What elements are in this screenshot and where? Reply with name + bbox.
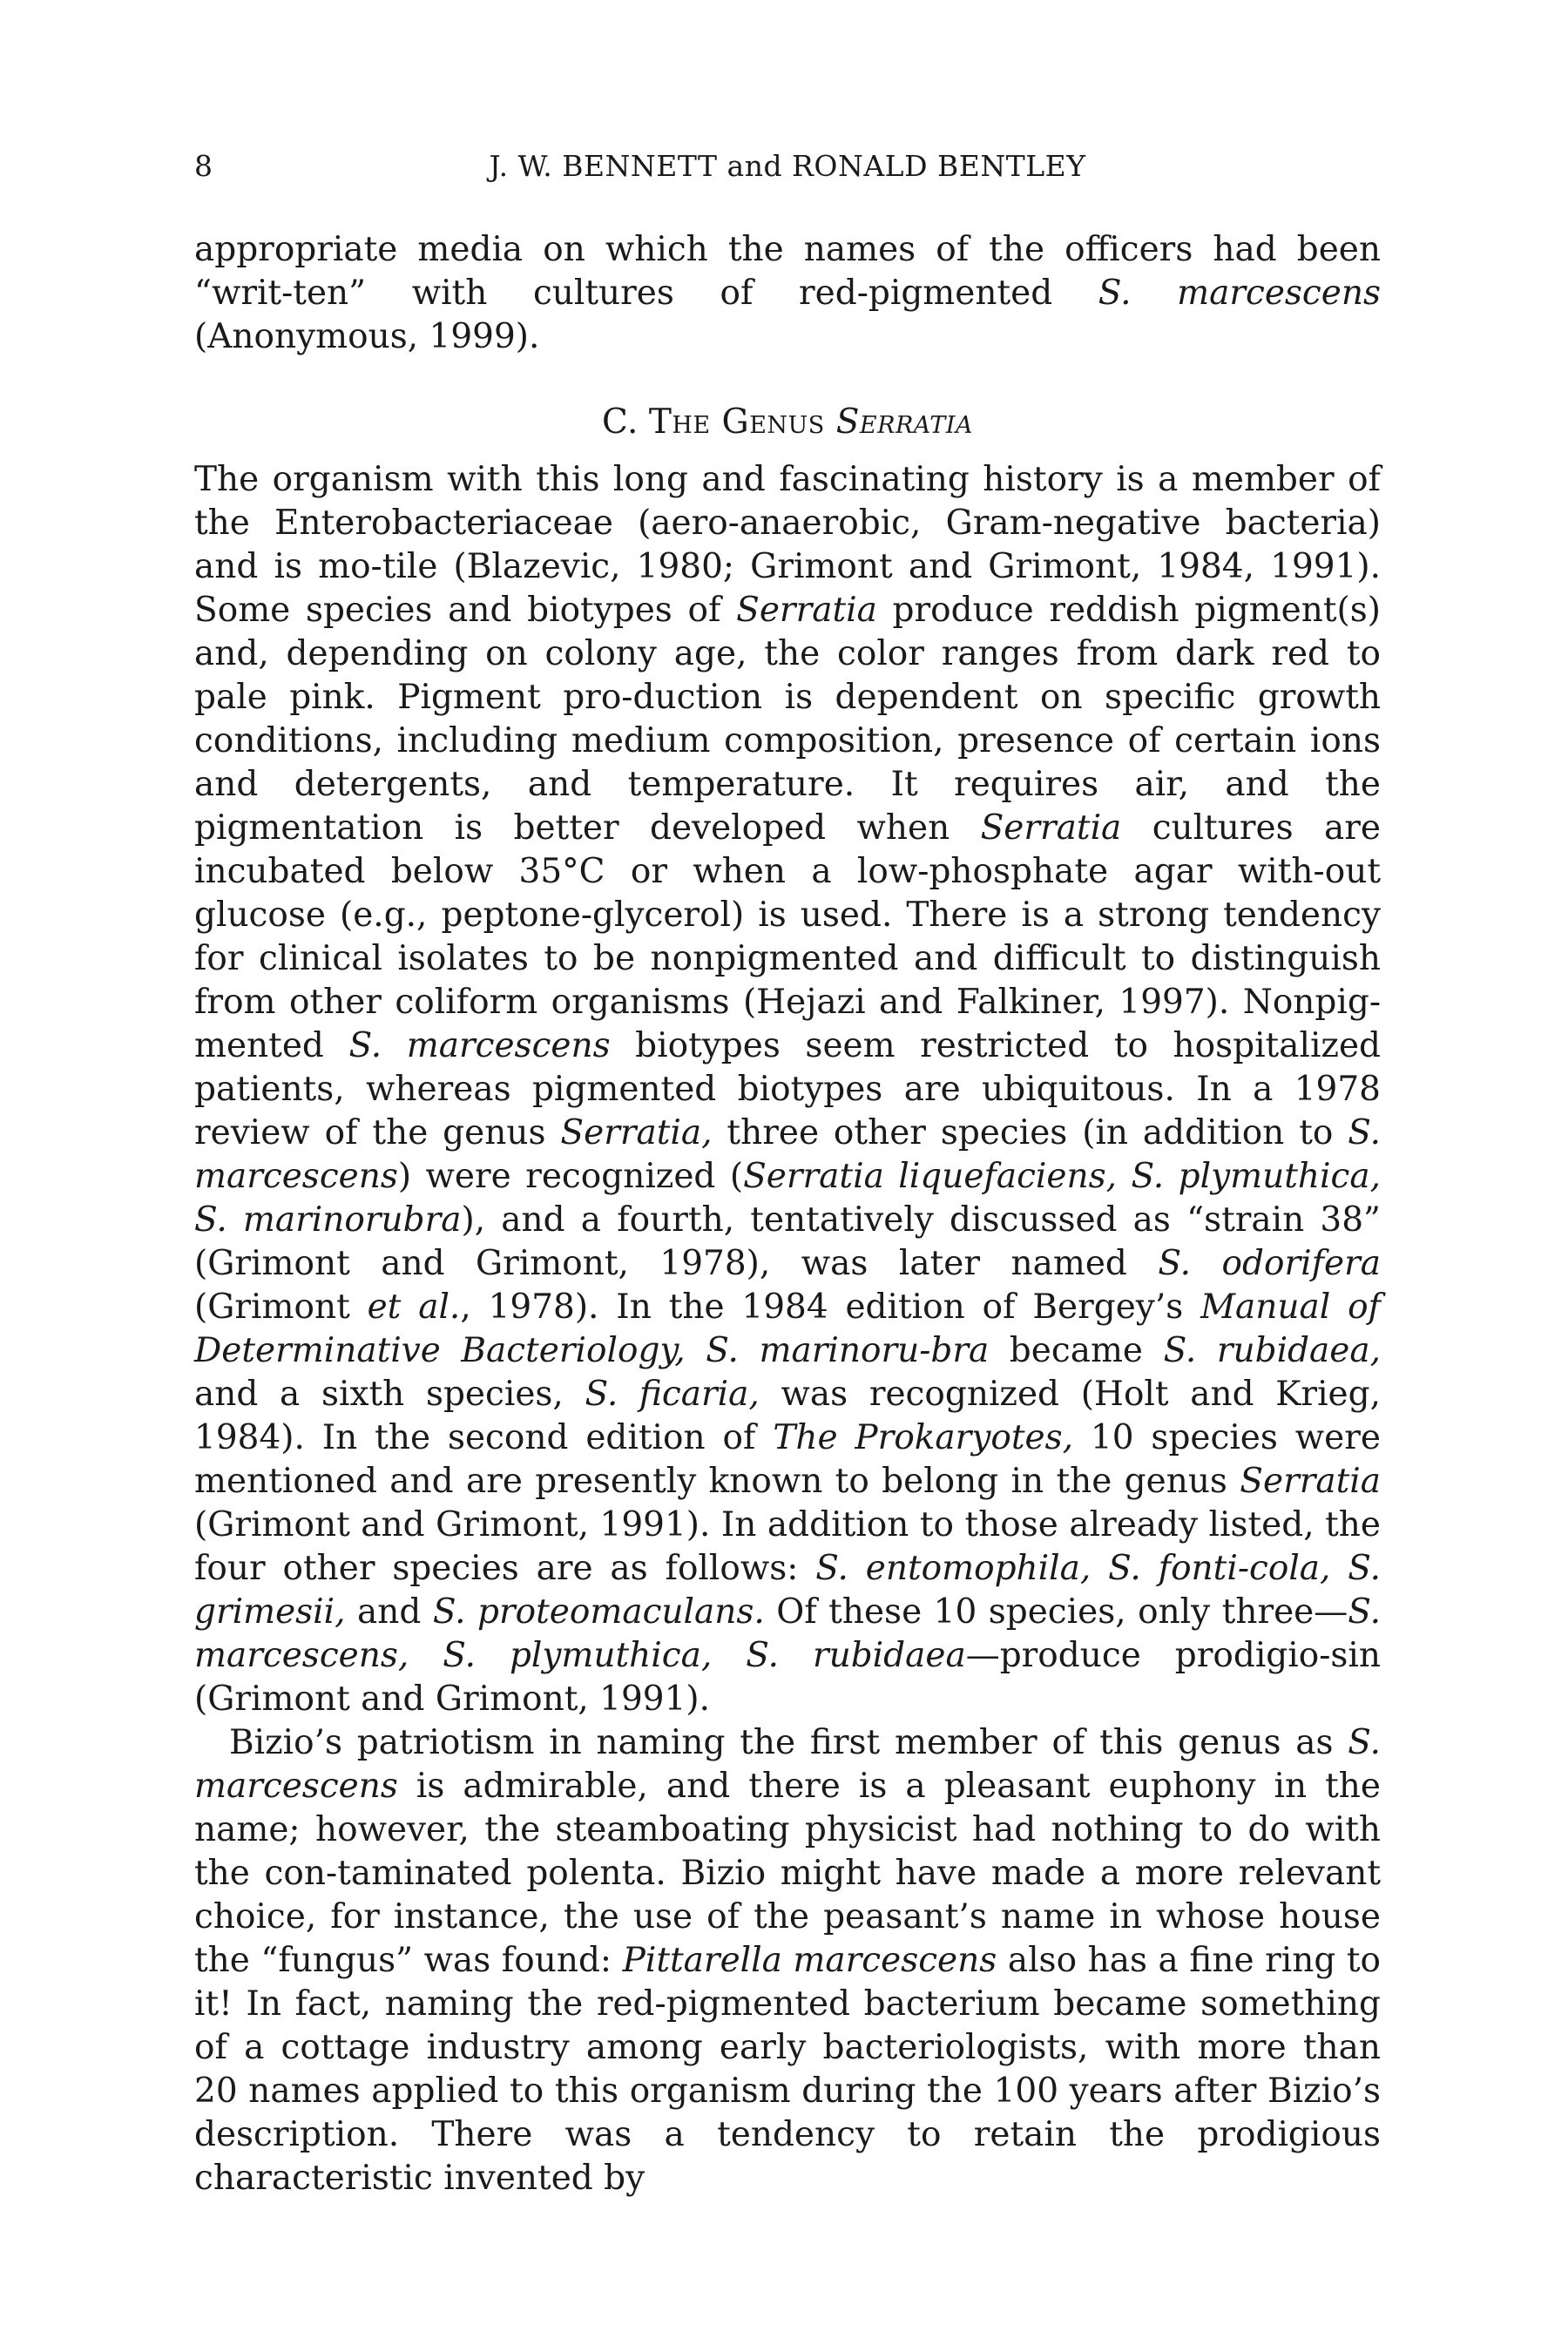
- book-page: [194, 139, 1381, 2200]
- body-text: [194, 228, 1381, 2200]
- section-label: C.: [602, 402, 639, 442]
- section-title: The Genus: [648, 402, 836, 442]
- running-head-authors: J. W. BENNETT and RONALD BENTLEY: [489, 149, 1086, 183]
- paragraph-bizio-naming: Bizio’s patriotism in naming the first member of this genus as S. marcescens is admirable, and there is a pleasant euphony in the name; however, the steamboating physicist had nothing to do with the con-taminated polenta. Bizio might have made a more relevant choice, for instance, the use of the peasant’s name in whose house the “fungus” was found: Pittarella marcescens also has a fine ring to it! In fact, naming the red-pigmented bacterium became something of a cottage industry among early bacteriologists, with more than 20 names applied to this organism during the 100 years after Bizio’s description. There was a tendency to retain the prodigious characteristic invented by: [194, 1723, 1381, 2198]
- section-heading: [194, 401, 1381, 444]
- section-title-genus: Serratia: [835, 402, 973, 442]
- paragraph-genus-serratia: The organism with this long and fascinating history is a member of the Enterobacteriaceae (aero-anaerobic, Gram-negative bacteria) and is mo-tile (Blazevic, 1980; Grimont and Grimont, 1984, 1991). Some species and biotypes of Serratia produce reddish pigment(s) and, depending on colony age, the color ranges from dark red to pale pink. Pigment pro-duction is dependent on specific growth conditions, including medium composition, presence of certain ions and detergents, and temperature. It requires air, and the pigmentation is better developed when Serratia cultures are incubated below 35°C or when a low-phosphate agar with-out glucose (e.g., peptone-glycerol) is used. There is a strong tendency for clinical isolates to be nonpigmented and difficult to distinguish from other coliform organisms (Hejazi and Falkiner, 1997). Nonpig-mented S. marcescens biotypes seem restricted to hospitalized patients, whereas pigmented biotypes are ubiquitous. In a 1978 review of the genus Serratia, three other species (in addition to S. marcescens) were recognized (Serratia liquefaciens, S. plymuthica, S. marinorubra), and a fourth, tentatively discussed as “strain 38” (Grimont and Grimont, 1978), was later named S. odorifera (Grimont et al., 1978). In the 1984 edition of Bergey’s Manual of Determinative Bacteriology, S. marinoru-bra became S. rubidaea, and a sixth species, S. ficaria, was recognized (Holt and Krieg, 1984). In the second edition of The Prokaryotes, 10 species were mentioned and are presently known to belong in the genus Serratia (Grimont and Grimont, 1991). In addition to those already listed, the four other species are as follows: S. entomophila, S. fonti-cola, S. grimesii, and S. proteomaculans. Of these 10 species, only three—S. marcescens, S. plymuthica, S. rubidaea—produce prodigio-sin (Grimont and Grimont, 1991).: [194, 460, 1382, 1719]
- page-number: 8: [194, 149, 213, 183]
- running-head: [194, 139, 1381, 193]
- continuation-paragraph: appropriate media on which the names of the officers had been “writ-ten” with cultures of red-pigmented S. marcescens (Anonymous, 1999).: [194, 230, 1381, 356]
